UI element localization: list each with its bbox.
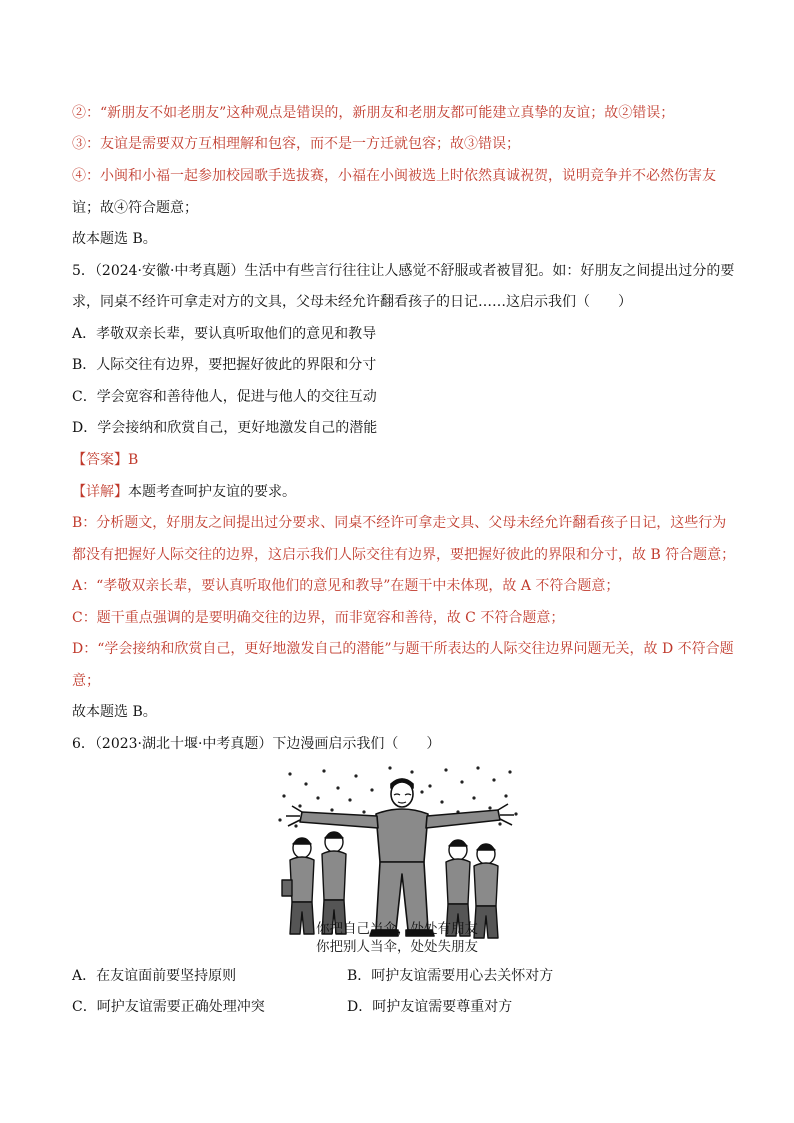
detail-tag: 【详解】 [72, 484, 128, 500]
cartoon-caption [272, 918, 522, 958]
prev-conclusion: 故本题选 B。 [72, 231, 157, 247]
prev-analysis-4b: 谊；故④符合题意； [72, 200, 198, 216]
q6-option-a: A．在友谊面前要坚持原则 [72, 968, 237, 984]
q5-detail-intro [72, 482, 724, 502]
q5-stem-line1: 5．（2024·安徽·中考真题）生活中有些言行往往让人感觉不舒服或者被冒犯。如：好朋友之间提出过分的要 [72, 263, 735, 279]
q5-option-a: A．孝敬双亲长辈，要认真听取他们的意见和教导 [72, 326, 377, 342]
q5-conclusion: 故本题选 B。 [72, 704, 157, 720]
q5-detail-c: C：题干重点强调的是要明确交往的边界，而非宽容和善待，故 C 不符合题意； [72, 610, 565, 626]
q6-option-c: C．呵护友谊需要正确处理冲突 [72, 999, 265, 1015]
q6-option-d: D．呵护友谊需要尊重对方 [347, 999, 513, 1015]
q5-detail-b2: 都没有把握好人际交往的边界，这启示我们人际交往有边界，要把握好彼此的界限和分寸，故 B 符合题意； [72, 547, 736, 563]
detail-intro-text: 本题考查呵护友谊的要求。 [128, 484, 296, 500]
prev-analysis-3: ③：友谊是需要双方互相理解和包容，而不是一方迁就包容；故③错误； [72, 136, 520, 152]
q6-stem: 6．（2023·湖北十堰·中考真题）下边漫画启示我们（ ） [72, 736, 441, 752]
caption-line-1: 你把自己当伞，处处有朋友 [316, 921, 478, 937]
q5-detail-b1: B：分析题文，好朋友之间提出过分要求、同桌不经许可拿走文具、父母未经允许翻看孩子日记，这些行为 [72, 515, 727, 531]
q5-option-b: B．人际交往有边界，要把握好彼此的界限和分寸 [72, 357, 377, 373]
q5-answer [72, 450, 724, 470]
q5-option-d: D．学会接纳和欣赏自己，更好地激发自己的潜能 [72, 420, 378, 436]
q5-option-c: C．学会宽容和善待他人，促进与他人的交往互动 [72, 389, 377, 405]
q5-stem-line2: 求，同桌不经许可拿走对方的文具，父母未经允许翻看孩子的日记……这启示我们（ ） [72, 294, 632, 310]
answer-tag: 【答案】 [72, 452, 128, 468]
prev-analysis-4a: ④：小闽和小福一起参加校园歌手选拔赛，小福在小闽被选上时依然真诚祝贺，说明竞争并不必然伤害友 [72, 168, 716, 184]
prev-analysis-2: ②：“新朋友不如老朋友”这种观点是错误的，新朋友和老朋友都可能建立真挚的友谊；故②错误； [72, 105, 675, 121]
q5-detail-d2: 意； [72, 673, 100, 689]
q5-detail-a: A：“孝敬双亲长辈，要认真听取他们的意见和教导”在题干中未体现，故 A 不符合题意； [72, 578, 620, 594]
q6-option-b: B．呵护友谊需要用心去关怀对方 [347, 968, 554, 984]
q5-detail-d1: D：“学会接纳和欣赏自己，更好地激发自己的潜能”与题干所表达的人际交往边界问题无关，故 D 不符合题 [72, 641, 734, 657]
caption-line-2: 你把别人当伞，处处失朋友 [316, 939, 478, 955]
answer-value: B [128, 452, 139, 468]
